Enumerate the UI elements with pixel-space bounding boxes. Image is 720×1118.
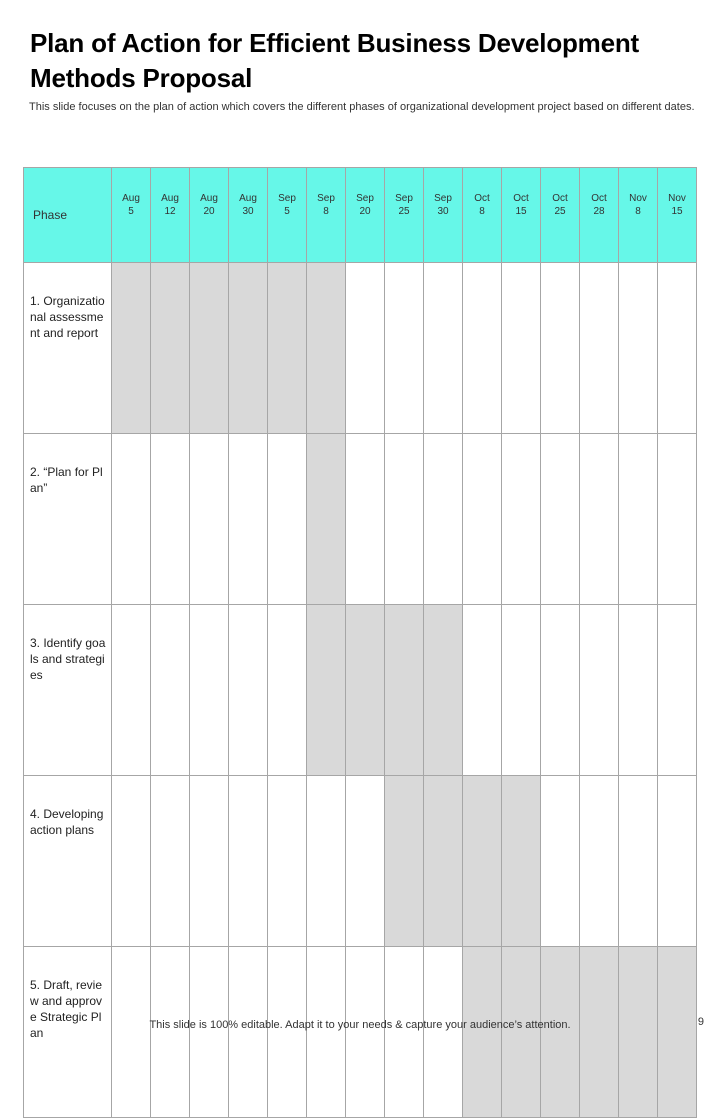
gantt-cell-empty xyxy=(541,434,580,605)
gantt-cell-active xyxy=(385,776,424,947)
gantt-cell-empty xyxy=(580,776,619,947)
gantt-cell-empty xyxy=(268,776,307,947)
date-column-header xyxy=(424,168,463,263)
date-day: 15 xyxy=(515,206,527,217)
gantt-cell-empty xyxy=(229,947,268,1118)
gantt-cell-empty xyxy=(502,434,541,605)
phase-label: 3. Identify goals and strategies xyxy=(24,605,112,776)
gantt-cell-empty xyxy=(385,434,424,605)
gantt-cell-empty xyxy=(307,776,346,947)
gantt-cell-empty xyxy=(463,263,502,434)
date-column-header xyxy=(307,168,346,263)
gantt-cell-active xyxy=(307,605,346,776)
gantt-cell-empty xyxy=(502,263,541,434)
gantt-cell-empty xyxy=(346,434,385,605)
gantt-cell-active xyxy=(307,434,346,605)
gantt-cell-active xyxy=(541,947,580,1118)
gantt-cell-empty xyxy=(658,263,697,434)
gantt-cell-empty xyxy=(112,947,151,1118)
gantt-cell-empty xyxy=(619,263,658,434)
date-column-header xyxy=(619,168,658,263)
date-month: Aug xyxy=(161,193,179,204)
gantt-cell-empty xyxy=(619,605,658,776)
date-month: Oct xyxy=(513,193,529,204)
gantt-body xyxy=(24,263,697,1118)
gantt-cell-active xyxy=(463,776,502,947)
phase-label: 2. “Plan for Plan” xyxy=(24,434,112,605)
date-month: Sep xyxy=(434,193,452,204)
gantt-header-row xyxy=(24,168,697,263)
date-day: 30 xyxy=(242,206,254,217)
phase-row xyxy=(24,605,697,776)
gantt-cell-empty xyxy=(307,947,346,1118)
gantt-cell-empty xyxy=(619,776,658,947)
date-month: Oct xyxy=(552,193,568,204)
date-column-header xyxy=(580,168,619,263)
date-month: Sep xyxy=(395,193,413,204)
gantt-cell-empty xyxy=(619,434,658,605)
date-day: 8 xyxy=(635,206,641,217)
date-column-header xyxy=(112,168,151,263)
date-column-header xyxy=(190,168,229,263)
date-column-header xyxy=(385,168,424,263)
gantt-cell-active xyxy=(502,947,541,1118)
gantt-cell-active xyxy=(463,947,502,1118)
gantt-cell-empty xyxy=(424,434,463,605)
gantt-cell-empty xyxy=(541,605,580,776)
phase-label: 1. Organizational assessment and report xyxy=(24,263,112,434)
phase-row xyxy=(24,947,697,1118)
phase-row xyxy=(24,776,697,947)
gantt-cell-empty xyxy=(190,776,229,947)
date-day: 8 xyxy=(323,206,329,217)
gantt-cell-empty xyxy=(346,263,385,434)
gantt-cell-active xyxy=(658,947,697,1118)
gantt-cell-empty xyxy=(502,605,541,776)
gantt-cell-empty xyxy=(346,776,385,947)
date-day: 30 xyxy=(437,206,449,217)
gantt-cell-empty xyxy=(190,947,229,1118)
date-day: 12 xyxy=(164,206,176,217)
gantt-cell-active xyxy=(424,605,463,776)
gantt-cell-active xyxy=(580,947,619,1118)
date-day: 20 xyxy=(359,206,371,217)
gantt-cell-empty xyxy=(151,776,190,947)
gantt-cell-empty xyxy=(268,605,307,776)
date-month: Nov xyxy=(668,193,686,204)
date-month: Sep xyxy=(317,193,335,204)
gantt-cell-active xyxy=(229,263,268,434)
page-title: Plan of Action for Efficient Business Development Methods Proposal xyxy=(30,28,639,93)
gantt-cell-active xyxy=(385,605,424,776)
gantt-cell-empty xyxy=(424,263,463,434)
date-column-header xyxy=(463,168,502,263)
date-month: Sep xyxy=(278,193,296,204)
page-subtitle: This slide focuses on the plan of action which covers the different phases of organizational development project based on different dates. xyxy=(29,101,695,113)
gantt-cell-empty xyxy=(229,434,268,605)
gantt-cell-empty xyxy=(112,605,151,776)
date-column-header xyxy=(502,168,541,263)
date-month: Nov xyxy=(629,193,647,204)
gantt-cell-active xyxy=(268,263,307,434)
gantt-cell-empty xyxy=(268,947,307,1118)
gantt-cell-empty xyxy=(658,434,697,605)
gantt-cell-empty xyxy=(385,263,424,434)
gantt-cell-empty xyxy=(229,776,268,947)
gantt-cell-active xyxy=(151,263,190,434)
gantt-cell-active xyxy=(190,263,229,434)
gantt-cell-empty xyxy=(190,605,229,776)
gantt-cell-empty xyxy=(658,605,697,776)
gantt-cell-active xyxy=(502,776,541,947)
date-column-header xyxy=(229,168,268,263)
page-number: 9 xyxy=(697,1016,704,1028)
date-month: Oct xyxy=(474,193,490,204)
phase-row xyxy=(24,434,697,605)
date-column-header xyxy=(541,168,580,263)
gantt-cell-empty xyxy=(424,947,463,1118)
gantt-cell-empty xyxy=(112,776,151,947)
gantt-cell-empty xyxy=(463,605,502,776)
gantt-table xyxy=(23,167,697,1118)
gantt-cell-empty xyxy=(268,434,307,605)
gantt-cell-empty xyxy=(151,605,190,776)
date-month: Aug xyxy=(122,193,140,204)
phase-column-header: Phase xyxy=(24,168,112,263)
date-column-header xyxy=(268,168,307,263)
gantt-cell-empty xyxy=(385,947,424,1118)
gantt-cell-active xyxy=(307,263,346,434)
gantt-cell-empty xyxy=(541,776,580,947)
phase-row xyxy=(24,263,697,434)
phase-label: 5. Draft, review and approve Strategic Plan xyxy=(24,947,112,1118)
gantt-cell-empty xyxy=(346,947,385,1118)
date-column-header xyxy=(151,168,190,263)
gantt-cell-empty xyxy=(541,263,580,434)
phase-label: 4. Developing action plans xyxy=(24,776,112,947)
date-day: 20 xyxy=(203,206,215,217)
footer-note: This slide is 100% editable. Adapt it to your needs & capture your audience’s attention. xyxy=(149,1019,571,1031)
gantt-cell-empty xyxy=(580,263,619,434)
date-day: 28 xyxy=(593,206,605,217)
date-day: 25 xyxy=(398,206,410,217)
date-month: Oct xyxy=(591,193,607,204)
gantt-cell-empty xyxy=(580,434,619,605)
gantt-cell-empty xyxy=(229,605,268,776)
gantt-cell-empty xyxy=(151,434,190,605)
date-day: 8 xyxy=(479,206,485,217)
gantt-cell-empty xyxy=(112,434,151,605)
date-month: Aug xyxy=(200,193,218,204)
date-column-header xyxy=(346,168,385,263)
gantt-cell-active xyxy=(424,776,463,947)
gantt-cell-empty xyxy=(190,434,229,605)
gantt-cell-empty xyxy=(658,776,697,947)
date-column-header xyxy=(658,168,697,263)
date-day: 25 xyxy=(554,206,566,217)
date-day: 15 xyxy=(671,206,683,217)
gantt-cell-active xyxy=(346,605,385,776)
gantt-cell-empty xyxy=(151,947,190,1118)
date-month: Aug xyxy=(239,193,257,204)
date-day: 5 xyxy=(284,206,290,217)
date-day: 5 xyxy=(128,206,134,217)
gantt-cell-empty xyxy=(463,434,502,605)
gantt-cell-empty xyxy=(580,605,619,776)
gantt-cell-active xyxy=(619,947,658,1118)
date-month: Sep xyxy=(356,193,374,204)
gantt-cell-active xyxy=(112,263,151,434)
